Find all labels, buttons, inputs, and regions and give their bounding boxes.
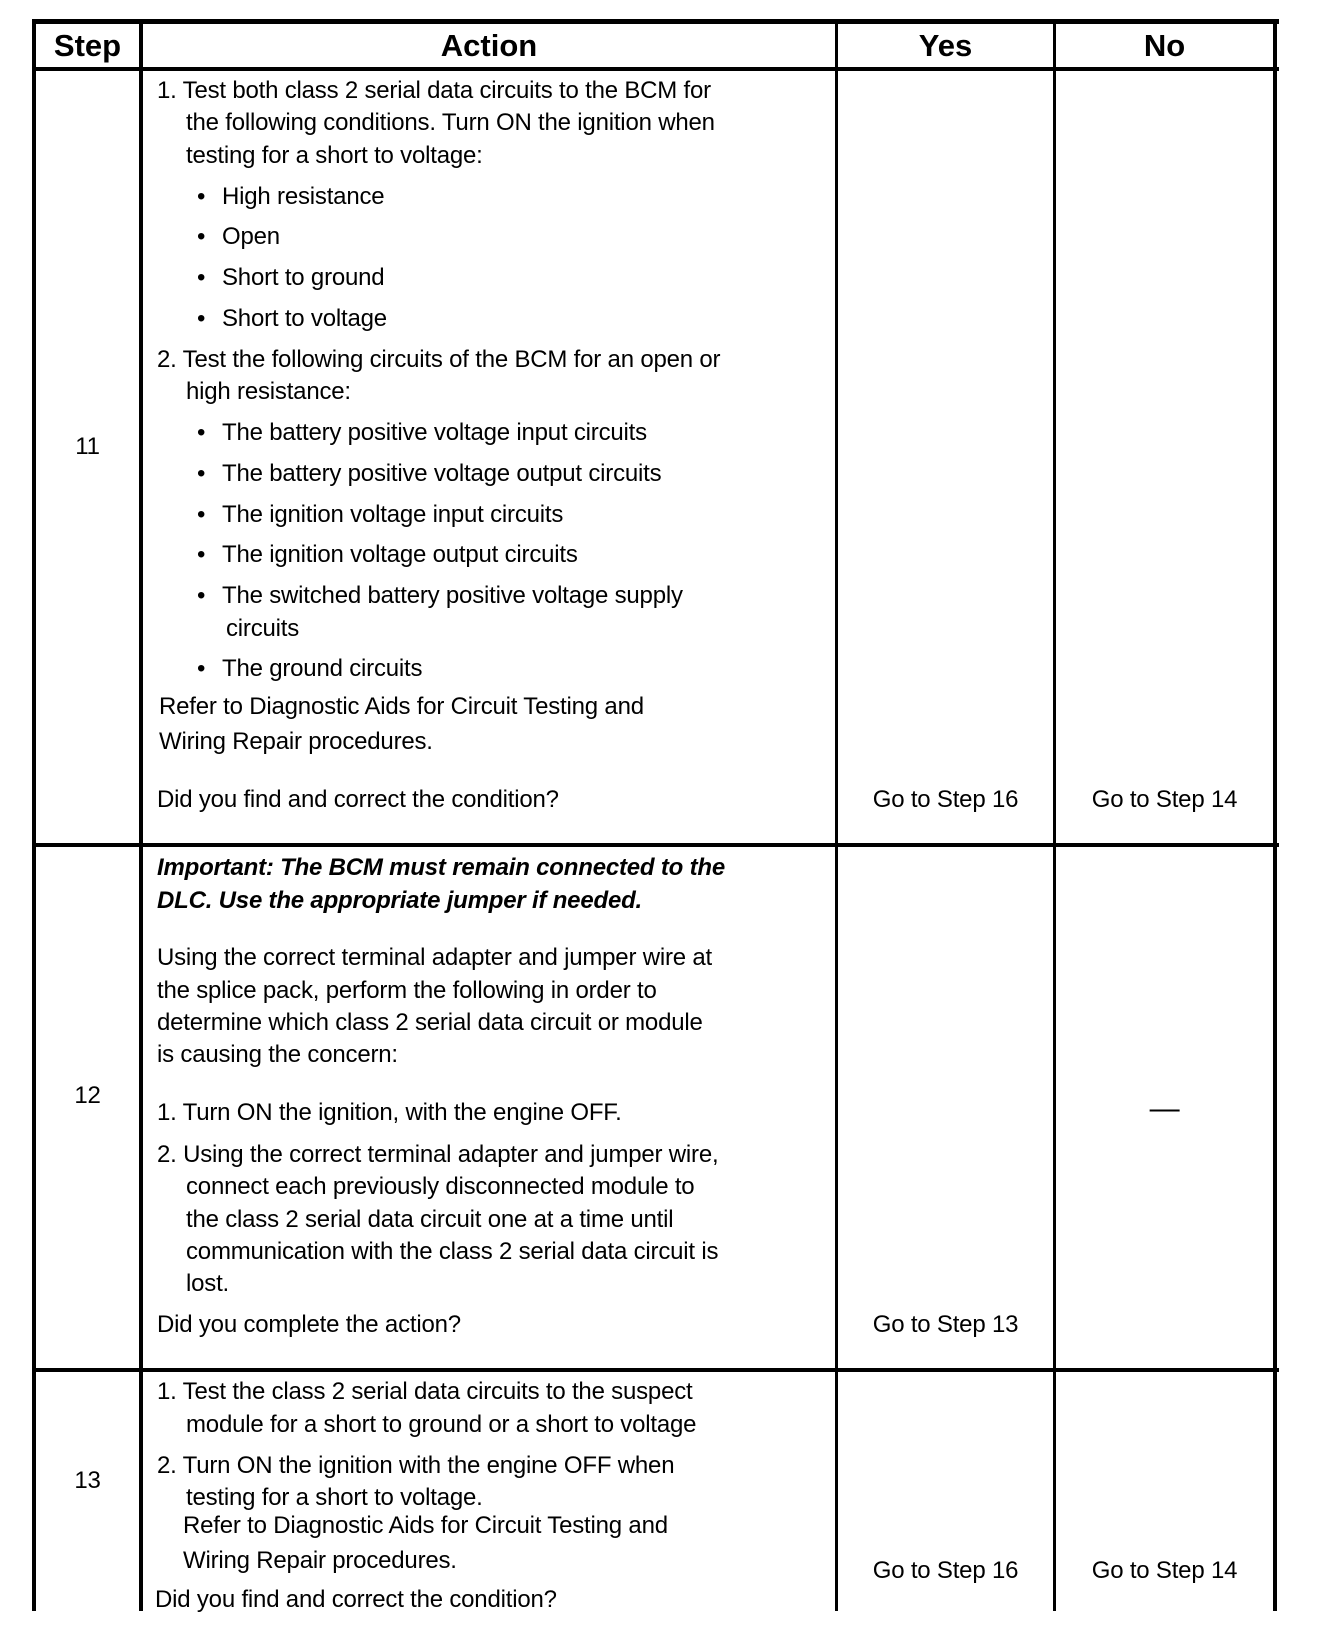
- action-line: 2. Using the correct terminal adapter and jumper wire,: [157, 1141, 719, 1168]
- action-line: is causing the concern:: [157, 1041, 398, 1068]
- no-link[interactable]: Go to Step 14: [1091, 1557, 1238, 1584]
- bullet-icon: •: [197, 582, 206, 609]
- question: Did you find and correct the condition?: [157, 786, 559, 813]
- column-divider: [139, 19, 143, 1611]
- action-line: 1. Test the class 2 serial data circuits to the suspect: [157, 1378, 693, 1405]
- action-line: Open: [222, 223, 280, 250]
- question: Did you find and correct the condition?: [155, 1586, 557, 1613]
- action-line: The battery positive voltage input circuits: [222, 419, 647, 446]
- step-number: 12: [74, 1082, 101, 1109]
- action-line: testing for a short to voltage.: [186, 1484, 483, 1511]
- action-line: the following conditions. Turn ON the ignition when: [186, 109, 715, 136]
- action-line: Short to ground: [222, 264, 385, 291]
- header-action: Action: [440, 28, 538, 63]
- no-link[interactable]: Go to Step 14: [1091, 786, 1238, 813]
- action-line: module for a short to ground or a short to voltage: [186, 1411, 697, 1438]
- action-line: The ignition voltage input circuits: [222, 501, 564, 528]
- action-line: Short to voltage: [222, 305, 387, 332]
- step-number: 11: [75, 433, 100, 460]
- column-divider: [32, 19, 36, 1611]
- action-line: the splice pack, perform the following in order to: [157, 977, 657, 1004]
- action-line: Wiring Repair procedures.: [183, 1547, 457, 1574]
- action-line: high resistance:: [186, 378, 351, 405]
- yes-link[interactable]: Go to Step 16: [872, 786, 1019, 813]
- action-line: 1. Turn ON the ignition, with the engine OFF.: [157, 1099, 622, 1126]
- bullet-icon: •: [197, 501, 206, 528]
- action-line: High resistance: [222, 183, 385, 210]
- row-divider: [32, 843, 1279, 847]
- bullet-icon: •: [197, 223, 206, 250]
- action-line: The ground circuits: [222, 655, 423, 682]
- action-line: connect each previously disconnected module to: [186, 1173, 695, 1200]
- yes-link[interactable]: Go to Step 13: [872, 1311, 1019, 1338]
- yes-link[interactable]: Go to Step 16: [872, 1557, 1019, 1584]
- action-line: the class 2 serial data circuit one at a time until: [186, 1206, 674, 1233]
- header-no: No: [1143, 28, 1186, 63]
- action-line: The switched battery positive voltage supply: [222, 582, 683, 609]
- header-yes: Yes: [918, 28, 973, 63]
- row-divider: [32, 1368, 1279, 1372]
- bullet-icon: •: [197, 264, 206, 291]
- action-line: 1. Test both class 2 serial data circuits to the BCM for: [157, 77, 711, 104]
- bullet-icon: •: [197, 305, 206, 332]
- action-line: Wiring Repair procedures.: [159, 728, 433, 755]
- bullet-icon: •: [197, 541, 206, 568]
- column-divider: [1053, 19, 1056, 1611]
- action-line: 2. Test the following circuits of the BCM for an open or: [157, 346, 721, 373]
- action-line: The ignition voltage output circuits: [222, 541, 578, 568]
- important-note: Important: The BCM must remain connected to the: [157, 854, 725, 881]
- bullet-icon: •: [197, 183, 206, 210]
- action-line: Refer to Diagnostic Aids for Circuit Testing and: [159, 693, 644, 720]
- action-line: communication with the class 2 serial data circuit is: [186, 1238, 719, 1265]
- column-divider: [1273, 19, 1277, 1611]
- header-step: Step: [53, 28, 122, 63]
- action-line: The battery positive voltage output circuits: [222, 460, 662, 487]
- important-note: DLC. Use the appropriate jumper if needed.: [157, 887, 643, 914]
- action-line: 2. Turn ON the ignition with the engine OFF when: [157, 1452, 675, 1479]
- table-top-border: [32, 19, 1279, 24]
- question: Did you complete the action?: [157, 1311, 461, 1338]
- bullet-icon: •: [197, 655, 206, 682]
- action-line: Refer to Diagnostic Aids for Circuit Testing and: [183, 1512, 668, 1539]
- action-line: determine which class 2 serial data circuit or module: [157, 1009, 703, 1036]
- action-line: circuits: [226, 615, 300, 642]
- step-number: 13: [74, 1467, 101, 1494]
- bullet-icon: •: [197, 419, 206, 446]
- action-line: testing for a short to voltage:: [186, 142, 483, 169]
- no-dash: —: [1149, 1092, 1180, 1125]
- action-line: lost.: [186, 1270, 230, 1297]
- header-divider: [32, 67, 1279, 71]
- column-divider: [835, 19, 838, 1611]
- bullet-icon: •: [197, 460, 206, 487]
- action-line: Using the correct terminal adapter and jumper wire at: [157, 944, 712, 971]
